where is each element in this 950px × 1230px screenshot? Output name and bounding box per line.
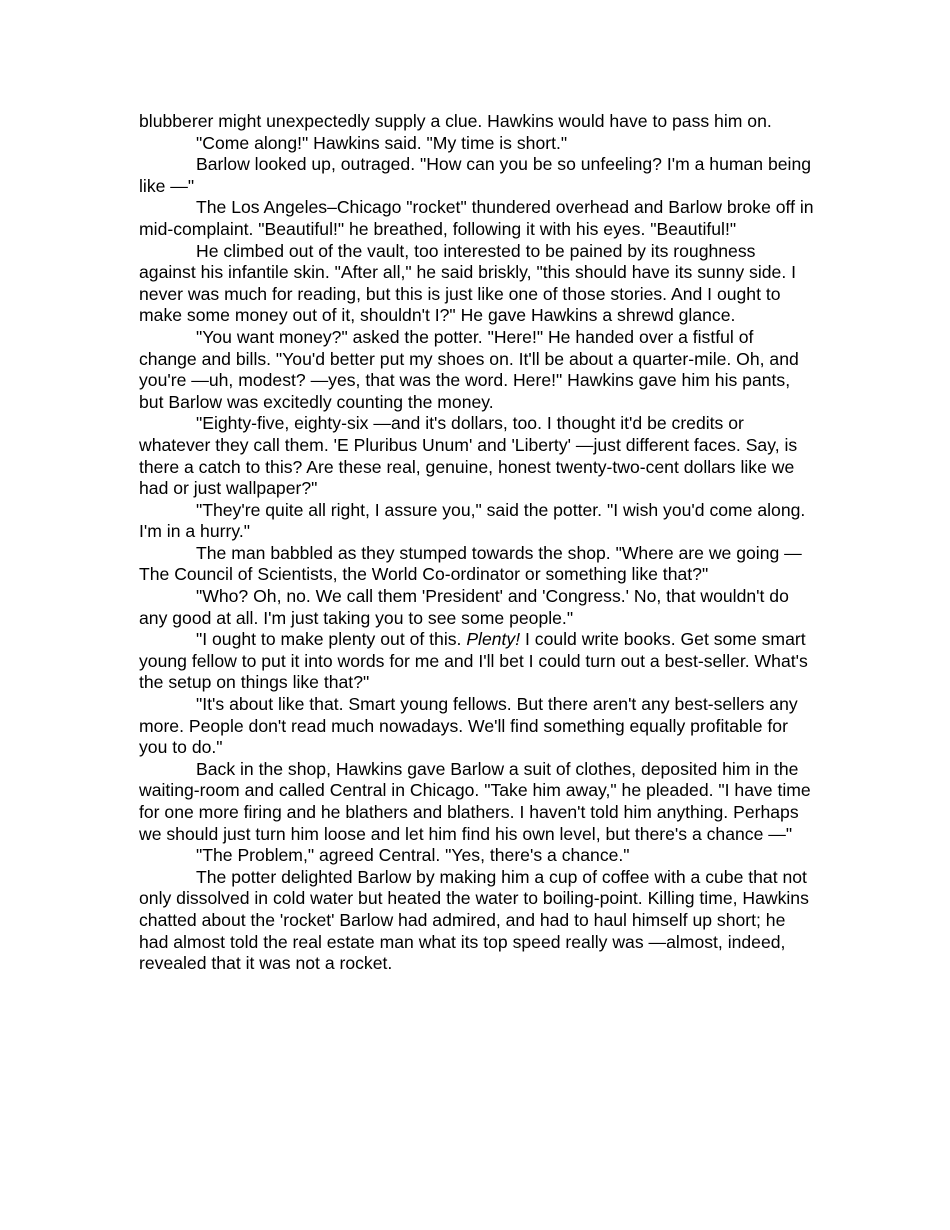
paragraph: "The Problem," agreed Central. "Yes, there's a chance.": [196, 845, 630, 866]
paragraph: The man babbled as they stumped towards the shop. "Where are we going —The Council of Scientists, the World Co-ordinator or something like that?": [139, 542, 802, 585]
paragraph: "Eighty-five, eighty-six —and it's dollars, too. I thought it'd be credits or whatever they call them. 'E Pluribus Unum' and 'Liberty' —just different faces. Say, is there a catch to this? Are these real, genuine, honest twenty-two-cent dollars like we had or just wallpaper?": [139, 413, 798, 499]
paragraph: Back in the shop, Hawkins gave Barlow a suit of clothes, deposited him in the waiting-room and called Central in Chicago. "Take him away," he pleaded. "I have time for one more firing and he blathers and blathers. I haven't told him anything. Perhaps we should just turn him loose and let him find his own level, but there's a chance —": [139, 758, 811, 844]
emphasized-text: Plenty!: [466, 629, 521, 650]
paragraph: "Who? Oh, no. We call them 'President' and 'Congress.' No, that wouldn't do any good at all. I'm just taking you to see some people.": [139, 586, 789, 628]
paragraph-text: "I ought to make plenty out of this.: [196, 629, 467, 650]
paragraph: "You want money?" asked the potter. "Here!" He handed over a fistful of change and bills. "You'd better put my shoes on. It'll be about a quarter-mile. Oh, and you're —uh, modest? —yes, that was the word. Here!" Hawkins gave him his pants, but Barlow was excitedly counting the money.: [139, 326, 799, 412]
document-page: [139, 111, 815, 975]
paragraph: The potter delighted Barlow by making him a cup of coffee with a cube that not only dissolved in cold water but heated the water to boiling-point. Killing time, Hawkins chatted about the 'rocket' Barlow had admired, and had to haul himself up short; he had almost told the real estate man what its top speed really was —almost, indeed, revealed that it was not a rocket.: [139, 866, 809, 974]
paragraph: blubberer might unexpectedly supply a clue. Hawkins would have to pass him on.: [139, 111, 772, 131]
paragraph: "They're quite all right, I assure you," said the potter. "I wish you'd come along. I'm in a hurry.": [139, 499, 806, 542]
paragraph-text: I could write books. Get some smart young fellow to put it into words for me and I'll bet I could turn out a best-seller. What's the setup on things like that?": [139, 629, 808, 693]
paragraph: The Los Angeles–Chicago "rocket" thundered overhead and Barlow broke off in mid-complaint. "Beautiful!" he breathed, following it with his eyes. "Beautiful!": [139, 197, 814, 239]
paragraph: "Come along!" Hawkins said. "My time is short.": [196, 132, 568, 153]
paragraph: "It's about like that. Smart young fellows. But there aren't any best-sellers any more. People don't read much nowadays. We'll find something equally profitable for you to do.": [139, 694, 798, 758]
paragraph: [139, 629, 815, 694]
paragraph: Barlow looked up, outraged. "How can you be so unfeeling? I'm a human being like —": [139, 154, 812, 196]
paragraph: He climbed out of the vault, too interested to be pained by its roughness against his infantile skin. "After all," he said briskly, "this should have its sunny side. I never was much for reading, but this is just like one of those stories. And I ought to make some money out of it, shouldn't I?" He gave Hawkins a shrewd glance.: [139, 240, 796, 326]
